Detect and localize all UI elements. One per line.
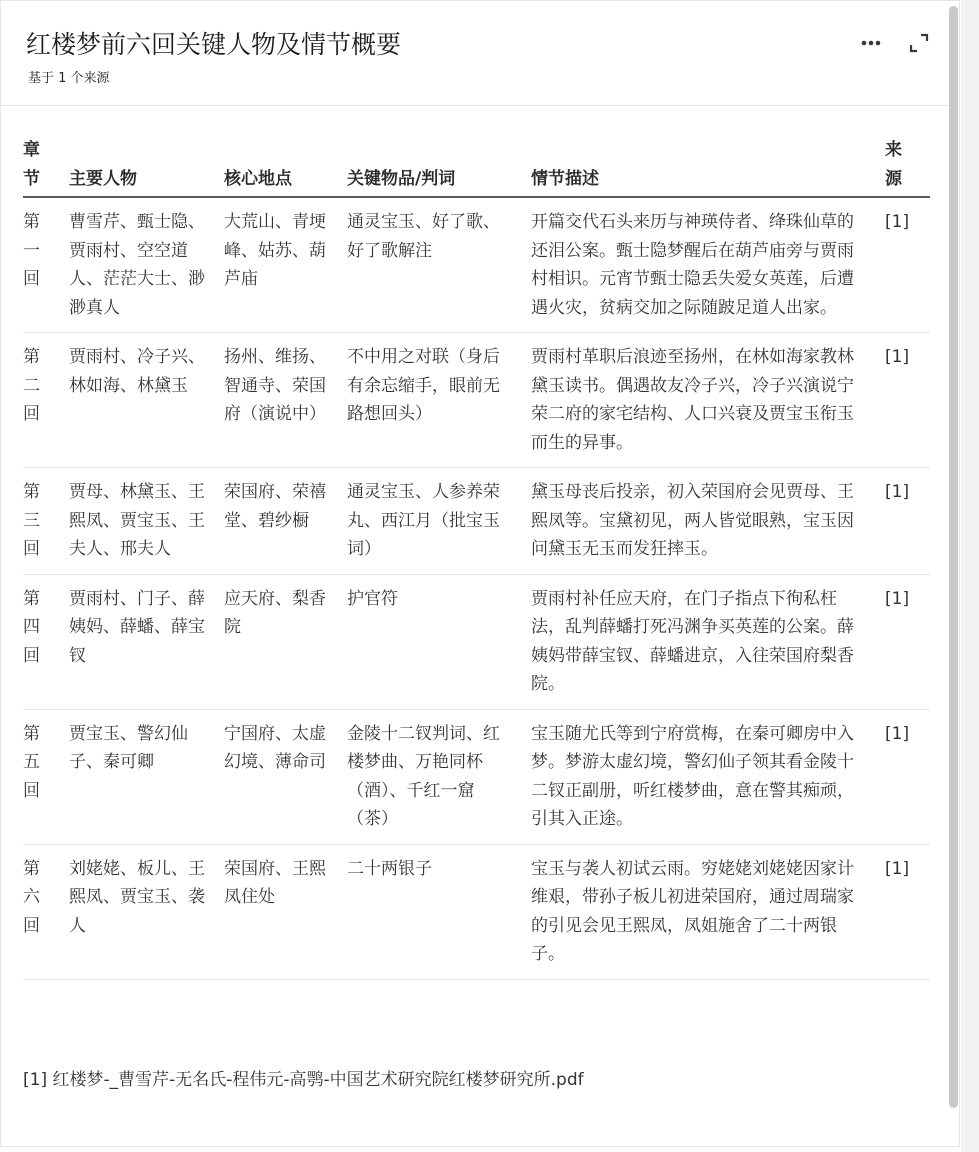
places-cell: 宁国府、太虚幻境、薄命司 [224,709,347,844]
items-cell: 通灵宝玉、好了歌、好了歌解注 [347,197,531,333]
items-cell: 通灵宝玉、人参养荣丸、西江月（批宝玉词） [347,468,531,575]
plot-cell: 贾雨村革职后浪迹至扬州，在林如海家教林黛玉读书。偶遇故友冷子兴，冷子兴演说宁荣二府的家宅结构、人口兴衰及贾宝玉衔玉而生的异事。 [531,333,885,468]
chapter-cell: 第四回 [23,574,69,709]
table-header-row [23,134,930,197]
column-header-items: 关键物品/判词 [347,134,531,197]
items-cell: 金陵十二钗判词、红楼梦曲、万艳同杯（酒）、千红一窟（茶） [347,709,531,844]
people-cell: 贾宝玉、警幻仙子、秦可卿 [69,709,224,844]
chapter-cell: 第五回 [23,709,69,844]
more-horizontal-icon [860,39,882,47]
items-cell: 护官符 [347,574,531,709]
plot-cell: 宝玉与袭人初试云雨。穷姥姥刘姥姥因家计维艰，带孙子板儿初进荣国府，通过周瑞家的引见会见王熙凤，凤姐施舍了二十两银子。 [531,844,885,979]
scrollbar-thumb[interactable] [949,6,958,1108]
scrollbar-track[interactable] [961,0,979,1152]
chapter-summary-table [23,134,930,980]
places-cell: 应天府、梨香院 [224,574,347,709]
source-citation[interactable]: [1] [885,468,930,575]
items-cell: 不中用之对联（身后有余忘缩手，眼前无路想回头） [347,333,531,468]
people-cell: 曹雪芹、甄士隐、贾雨村、空空道人、茫茫大士、渺渺真人 [69,197,224,333]
places-cell: 大荒山、青埂峰、姑苏、葫芦庙 [224,197,347,333]
source-count: 基于 1 个来源 [28,71,110,86]
chapter-cell: 第一回 [23,197,69,333]
places-cell: 扬州、维扬、智通寺、荣国府（演说中） [224,333,347,468]
source-citation[interactable]: [1] [885,574,930,709]
chapter-cell: 第二回 [23,333,69,468]
chapter-cell: 第三回 [23,468,69,575]
panel-title: 红楼梦前六回关键人物及情节概要 [26,30,402,59]
column-header-plot: 情节描述 [531,134,885,197]
source-citation[interactable]: [1] [885,333,930,468]
source-citation[interactable]: [1] [885,844,930,979]
table-row [23,574,930,709]
places-cell: 荣国府、王熙凤住处 [224,844,347,979]
table-row [23,844,930,979]
source-citation[interactable]: [1] [885,709,930,844]
plot-cell: 宝玉随尤氏等到宁府赏梅，在秦可卿房中入梦。梦游太虚幻境，警幻仙子领其看金陵十二钗正副册，听红楼梦曲，意在警其痴顽，引其入正途。 [531,709,885,844]
expand-icon [909,33,929,53]
more-options-button[interactable] [859,31,883,55]
people-cell: 刘姥姥、板儿、王熙凤、贾宝玉、袭人 [69,844,224,979]
plot-cell: 贾雨村补任应天府，在门子指点下徇私枉法，乱判薛蟠打死冯渊争买英莲的公案。薛姨妈带薛宝钗、薛蟠进京，入往荣国府梨香院。 [531,574,885,709]
column-header-people: 主要人物 [69,134,224,197]
people-cell: 贾母、林黛玉、王熙凤、贾宝玉、王夫人、邢夫人 [69,468,224,575]
table-row [23,468,930,575]
table-row [23,709,930,844]
chapter-cell: 第六回 [23,844,69,979]
source-footnote[interactable]: [1] 红楼梦-_曹雪芹-无名氏-程伟元-高鹗-中国艺术研究院红楼梦研究所.pdf [23,1070,584,1090]
column-header-places: 核心地点 [224,134,347,197]
items-cell: 二十两银子 [347,844,531,979]
expand-button[interactable] [907,31,931,55]
people-cell: 贾雨村、冷子兴、林如海、林黛玉 [69,333,224,468]
table-row [23,197,930,333]
column-header-source: 来源 [885,134,930,197]
source-citation[interactable]: [1] [885,197,930,333]
people-cell: 贾雨村、门子、薛姨妈、薛蟠、薛宝钗 [69,574,224,709]
plot-cell: 开篇交代石头来历与神瑛侍者、绛珠仙草的还泪公案。甄士隐梦醒后在葫芦庙旁与贾雨村相识。元宵节甄士隐丢失爱女英莲，后遭遇火灾，贫病交加之际随跛足道人出家。 [531,197,885,333]
plot-cell: 黛玉母丧后投亲，初入荣国府会见贾母、王熙凤等。宝黛初见，两人皆觉眼熟，宝玉因问黛玉无玉而发狂摔玉。 [531,468,885,575]
table-row [23,333,930,468]
panel-header [1,1,959,106]
places-cell: 荣国府、荣禧堂、碧纱橱 [224,468,347,575]
column-header-chapter: 章节 [23,134,69,197]
